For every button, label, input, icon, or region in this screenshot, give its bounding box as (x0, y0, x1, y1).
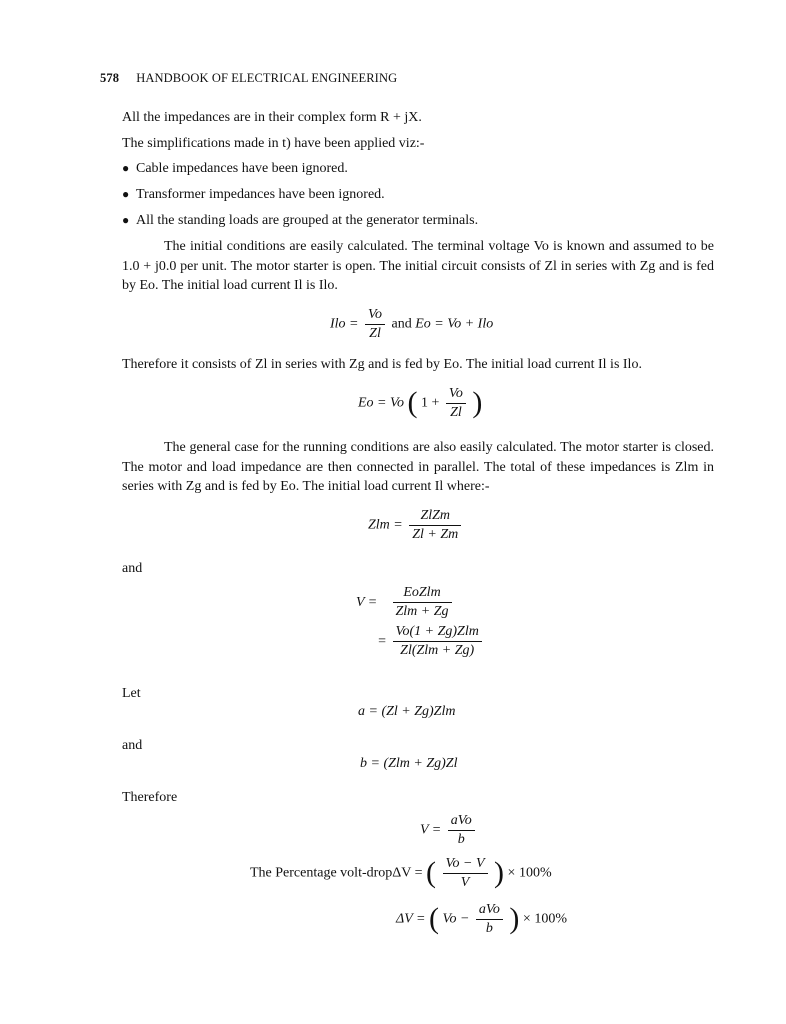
eq7-denominator: b (457, 832, 465, 847)
bullet-text: All the standing loads are grouped at the generator terminals. (136, 213, 479, 228)
page-number: 578 (100, 71, 120, 85)
right-paren: ) (494, 855, 505, 889)
bullet-icon: ● (122, 161, 130, 175)
left-paren: ( (428, 901, 439, 935)
word-let (122, 684, 141, 704)
eq4-denominator-2: Zl(Zlm + Zg) (400, 643, 475, 658)
impedance-line (122, 108, 422, 128)
bullet-item (122, 161, 348, 177)
eq1-rhs: Eo = Vo + Ilo (415, 316, 494, 332)
equation-voltage (356, 585, 485, 659)
equation-percentage-drop (250, 856, 552, 891)
eq4-row2 (356, 624, 485, 659)
eq2-denominator: Zl (450, 405, 462, 420)
word-therefore (122, 788, 177, 808)
running-title: HANDBOOK OF ELECTRICAL ENGINEERING (136, 71, 398, 85)
eq7-lhs: V = (420, 822, 442, 838)
eq1-numerator: Vo (365, 307, 385, 325)
running-header (100, 71, 397, 86)
bullet-icon: ● (122, 213, 130, 227)
eq1-fraction (365, 307, 385, 342)
eq4-fraction-2 (393, 624, 482, 659)
and-text: and (122, 561, 143, 576)
eq1-denominator: Zl (369, 326, 381, 341)
eq2-lhs: Eo = Vo (358, 395, 404, 411)
eq9-denominator: b (485, 921, 493, 936)
eq9-lhs: ΔV = (396, 911, 426, 927)
word-and-2 (122, 736, 142, 756)
eq4-lhs: V = (356, 594, 378, 610)
eq4-row1 (356, 585, 485, 620)
simplifications-text: The simplifications made in t) have been applied viz:- (122, 136, 425, 151)
eq9-inner: Vo − (442, 911, 470, 927)
eq9-fraction (476, 902, 503, 937)
eq8-fraction (443, 856, 488, 891)
word-and (122, 559, 142, 579)
eq8-label: The Percentage volt-dropΔV = (250, 865, 423, 881)
eq2-fraction (446, 386, 466, 421)
eq4-numerator-2: Vo(1 + Zg)Zlm (393, 624, 482, 642)
therefore-text: Therefore it consists of Zl in series with Zg and is fed by Eo. The initial load current Il is Ilo. (122, 357, 642, 372)
bullet-item (122, 213, 478, 229)
therefore-word-text: Therefore (122, 790, 178, 805)
initial-conditions-text: The initial conditions are easily calculated. The terminal voltage Vo is known and assumed to be 1.0 + j0.0 per unit. The motor starter is open. The initial circuit consists of Zl in series with Zg and is fed by Eo. The initial load current Il is Ilo. (122, 239, 714, 293)
eq2-numerator: Vo (446, 386, 466, 404)
eq2-inner: 1 + (421, 395, 440, 411)
equation-initial-current (330, 307, 493, 342)
eq4-equals: = (378, 633, 386, 649)
equation-zlm (368, 508, 464, 543)
therefore-paragraph (122, 355, 642, 375)
eq9-numerator: aVo (476, 902, 503, 920)
bullet-text: Transformer impedances have been ignored. (136, 187, 385, 202)
and-text-2: and (122, 738, 143, 753)
impedance-text: All the impedances are in their complex form R + jX. (122, 110, 422, 125)
eq5-text: a = (Zl + Zg)Zlm (358, 704, 456, 719)
bullet-text: Cable impedances have been ignored. (136, 161, 348, 176)
general-case-paragraph (122, 438, 714, 497)
left-paren: ( (407, 385, 418, 419)
let-text: Let (122, 686, 141, 701)
equation-a (358, 704, 455, 720)
simplifications-line (122, 134, 424, 154)
eq1-lhs: Ilo = (330, 316, 359, 332)
eq8-denominator: V (460, 875, 470, 890)
eq4-denominator-1: Zlm + Zg (395, 604, 449, 619)
eq7-numerator: aVo (448, 813, 475, 831)
eq8-numerator: Vo − V (443, 856, 488, 874)
eq4-numerator-1: EoZlm (393, 585, 452, 603)
equation-v-final (420, 813, 478, 848)
eq3-numerator: ZlZm (409, 508, 461, 526)
right-paren: ) (472, 385, 483, 419)
bullet-item (122, 187, 385, 203)
eq3-fraction (409, 508, 461, 543)
general-case-text: The general case for the running conditions are also easily calculated. The motor starter is closed. The motor and load impedance are then connected in parallel. The total of these impedances is Zlm in series with Zg and is fed by Eo. The initial load current Il where:- (122, 440, 714, 494)
eq9-tail: × 100% (522, 911, 567, 927)
eq8-tail: × 100% (507, 865, 552, 881)
eq6-text: b = (Zlm + Zg)Zl (360, 756, 458, 771)
eq3-denominator: Zl + Zm (412, 527, 459, 542)
eq7-fraction (448, 813, 475, 848)
right-paren: ) (509, 901, 520, 935)
eq1-and: and (391, 316, 412, 332)
eq3-lhs: Zlm = (368, 517, 403, 533)
equation-emf (358, 386, 482, 421)
bullet-icon: ● (122, 187, 130, 201)
equation-b (360, 756, 457, 772)
eq4-fraction-1 (393, 585, 452, 620)
equation-delta-v (396, 902, 567, 937)
initial-conditions-paragraph (122, 237, 714, 296)
left-paren: ( (426, 855, 437, 889)
